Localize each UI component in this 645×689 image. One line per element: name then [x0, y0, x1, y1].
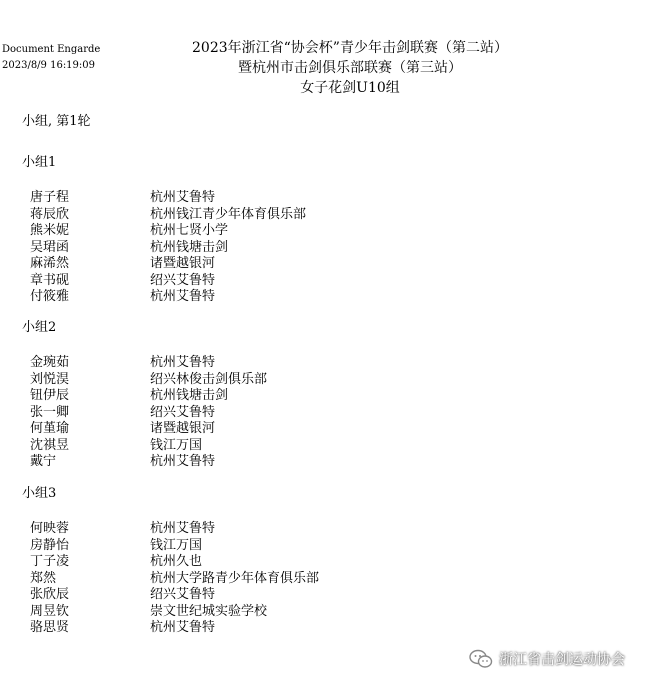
title-line-2: 暨杭州市击剑俱乐部联赛（第三站）: [238, 60, 462, 76]
wechat-icon: [469, 649, 493, 669]
member-name: 钮伊辰: [30, 388, 70, 403]
member-name: 章书砚: [30, 272, 70, 288]
member-row: [22, 355, 267, 372]
member-row: [22, 454, 267, 471]
member-row: [22, 571, 319, 588]
member-row: [22, 372, 267, 389]
member-club: 诸暨越银河: [150, 421, 216, 436]
member-name: 戴宁: [30, 454, 57, 469]
member-club: 诸暨越银河: [150, 256, 216, 271]
member-name: 唐子程: [30, 190, 70, 205]
member-name: 张一卿: [30, 404, 70, 420]
group-member-list: [22, 190, 306, 306]
member-club: 钱江万国: [150, 437, 203, 453]
pool-group-3: [22, 485, 319, 637]
member-club: 绍兴艾鲁特: [150, 587, 216, 602]
member-row: [22, 538, 319, 555]
member-club: 杭州大学路青少年体育俱乐部: [150, 570, 320, 586]
member-name: 沈祺昱: [30, 437, 70, 453]
title-line-3: 女子花剑U10组: [300, 80, 400, 96]
member-row: [22, 405, 267, 422]
member-name: 付筱雅: [30, 289, 70, 304]
member-name: 金琬茹: [30, 355, 70, 370]
member-row: [22, 604, 319, 621]
account-watermark: [469, 649, 625, 669]
software-name: Document Engarde: [2, 44, 101, 55]
member-name: 蒋辰欣: [30, 206, 70, 222]
member-name: 何堇瑜: [30, 421, 70, 436]
group-member-list: [22, 355, 267, 471]
watermark-text: 浙江省击剑运动协会: [499, 652, 625, 668]
member-name: 张欣辰: [30, 587, 70, 602]
group-title: 小组2: [22, 320, 57, 335]
member-club: 绍兴艾鲁特: [150, 404, 216, 420]
member-club: 钱江万国: [150, 537, 203, 553]
print-timestamp: 2023/8/9 16:19:09: [2, 60, 96, 71]
member-club: 绍兴艾鲁特: [150, 272, 216, 288]
member-row: [22, 207, 306, 224]
member-club: 绍兴林俊击剑俱乐部: [150, 371, 268, 387]
member-row: [22, 587, 319, 604]
member-row: [22, 256, 306, 273]
member-name: 吴珺函: [30, 239, 70, 255]
member-row: [22, 620, 319, 637]
member-club: 杭州艾鲁特: [150, 289, 216, 304]
member-club: 杭州艾鲁特: [150, 190, 216, 205]
member-club: 杭州钱塘击剑: [150, 239, 229, 255]
member-name: 周昱钦: [30, 603, 70, 619]
group-title: 小组3: [22, 486, 57, 501]
member-club: 杭州钱塘击剑: [150, 388, 229, 403]
pool-group-1: [22, 154, 306, 306]
member-row: [22, 289, 306, 306]
member-club: 杭州久也: [150, 554, 203, 569]
member-name: 何映蓉: [30, 521, 70, 536]
member-row: [22, 223, 306, 240]
member-club: 杭州钱江青少年体育俱乐部: [150, 206, 307, 222]
member-name: 熊米妮: [30, 223, 70, 238]
group-title: 小组1: [22, 155, 57, 170]
member-name: 麻浠然: [30, 256, 70, 271]
member-row: [22, 554, 319, 571]
member-row: [22, 521, 319, 538]
member-name: 刘悦淏: [30, 371, 70, 387]
member-name: 丁子凌: [30, 554, 70, 569]
pool-group-2: [22, 319, 267, 471]
round-label: 小组, 第1轮: [22, 114, 91, 129]
group-member-list: [22, 521, 319, 637]
member-row: [22, 438, 267, 455]
member-club: 杭州艾鲁特: [150, 454, 216, 469]
member-row: [22, 273, 306, 290]
member-row: [22, 190, 306, 207]
member-row: [22, 388, 267, 405]
member-club: 崇文世纪城实验学校: [150, 603, 268, 619]
member-row: [22, 240, 306, 257]
member-name: 郑然: [30, 570, 57, 586]
member-club: 杭州七贤小学: [150, 223, 229, 238]
member-club: 杭州艾鲁特: [150, 620, 216, 635]
document-title: [150, 38, 550, 98]
title-line-1: 2023年浙江省“协会杯”青少年击剑联赛（第二站）: [192, 40, 508, 56]
member-name: 房静怡: [30, 537, 70, 553]
member-club: 杭州艾鲁特: [150, 355, 216, 370]
member-row: [22, 421, 267, 438]
member-club: 杭州艾鲁特: [150, 521, 216, 536]
document-meta: [2, 42, 100, 74]
member-name: 骆思贤: [30, 620, 70, 635]
